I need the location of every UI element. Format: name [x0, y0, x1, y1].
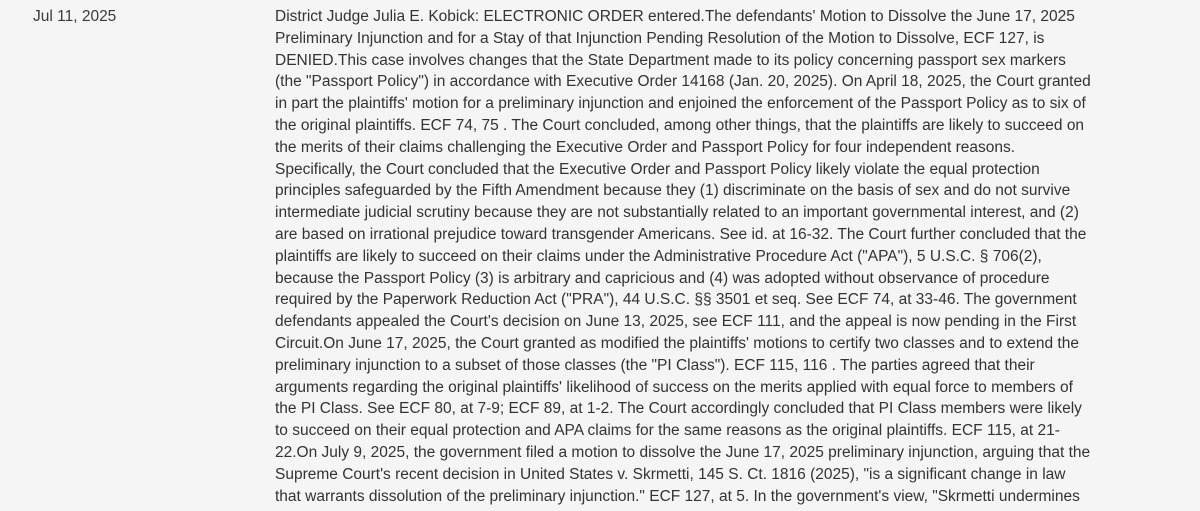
entry-text-line: to succeed on their equal protection and APA claims for the same reasons as the original plaintiffs. ECF 115, at 21-	[275, 422, 1060, 440]
entry-text-line: 22.On July 9, 2025, the government filed a motion to dissolve the June 17, 2025 preliminary injunction, arguing that the	[275, 443, 1091, 461]
entry-text-line: principles safeguarded by the Fifth Amendment because they (1) discriminate on the basis of sex and do not survive	[275, 182, 1071, 200]
entry-text-line: are based on irrational prejudice toward transgender Americans. See id. at 16-32. The Court further concluded that the	[275, 225, 1087, 243]
entry-text-line: District Judge Julia E. Kobick: ELECTRONIC ORDER entered.The defendants' Motion to Dissolve the June 17, 2025	[275, 8, 1075, 25]
entry-text-line: Preliminary Injunction and for a Stay of that Injunction Pending Resolution of the Motion to Dissolve, ECF 127, is	[275, 29, 1045, 47]
entry-text-line: Specifically, the Court concluded that the Executive Order and Passport Policy likely violate the equal protection	[275, 160, 1040, 178]
entry-text-line: arguments regarding the original plaintiffs' likelihood of success on the merits applied with equal force to members of	[275, 378, 1073, 396]
entry-text-line: (the "Passport Policy") in accordance with Executive Order 14168 (Jan. 20, 2025). On April 18, 2025, the Court granted	[275, 73, 1091, 91]
entry-text-line: because the Passport Policy (3) is arbitrary and capricious and (4) was adopted without observance of procedure	[275, 269, 1050, 287]
entry-text-line: preliminary injunction to a subset of those classes (the "PI Class"). ECF 115, 116 . The parties agreed that their	[275, 356, 1035, 374]
entry-text-line: defendants appealed the Court's decision on June 13, 2025, see ECF 111, and the appeal is now pending in the First	[275, 313, 1077, 331]
entry-date: Jul 11, 2025	[33, 8, 117, 25]
entry-text-line: the PI Class. See ECF 80, at 7-9; ECF 89, at 1-2. The Court accordingly concluded that PI Class members were likely	[275, 400, 1082, 418]
entry-text	[275, 6, 1095, 507]
entry-text-line: the original plaintiffs. ECF 74, 75 . The Court concluded, among other things, that the plaintiffs are likely to succeed on	[275, 116, 1085, 134]
entry-text-line: in part the plaintiffs' motion for a preliminary injunction and enjoined the enforcement of the Passport Policy as to six of	[275, 95, 1086, 113]
entry-text-line: the merits of their claims challenging the Executive Order and Passport Policy for four independent reasons.	[275, 138, 1016, 156]
entry-text-line: plaintiffs are likely to succeed on their claims under the Administrative Procedure Act ("APA"), 5 U.S.C. § 706(2),	[275, 247, 1042, 265]
entry-text-line: required by the Paperwork Reduction Act ("PRA"), 44 U.S.C. §§ 3501 et seq. See ECF 74, at 33-46. The government	[275, 291, 1077, 309]
entry-text-line: Supreme Court's recent decision in United States v. Skrmetti, 145 S. Ct. 1816 (2025), "is a significant change in law	[275, 465, 1066, 483]
entry-text-line: DENIED.This case involves changes that the State Department made to its policy concerning passport sex markers	[275, 51, 1066, 69]
entry-text-line: that warrants dissolution of the preliminary injunction." ECF 127, at 5. In the government's view, "Skrmetti undermines	[275, 487, 1080, 505]
entry-text-line: Circuit.On June 17, 2025, the Court granted as modified the plaintiffs' motions to certify two classes and to extend the	[275, 334, 1079, 352]
entry-text-line: intermediate judicial scrutiny because they are not substantially related to an important governmental interest, and (2)	[275, 204, 1079, 222]
